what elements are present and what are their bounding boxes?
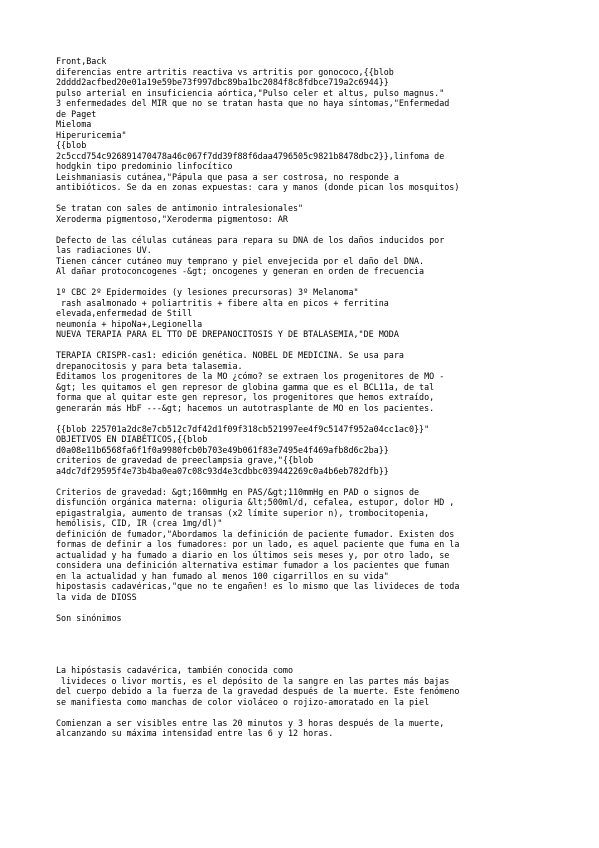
text-line: Son sinónimos bbox=[56, 612, 122, 623]
text-line bbox=[56, 623, 546, 634]
text-line: Front,Back bbox=[56, 56, 107, 66]
text-line: {{blob 225701a2dc8e7cb512c7df42d1f09f318cb521997ee4f9c5147f952a04cc1ac0}}" bbox=[56, 423, 430, 434]
text-line: Criterios de gravedad: &gt;160mmHg en PAS/&gt;110mmHg en PAD o signos de bbox=[56, 486, 420, 497]
text-line: generarán más HbF ---&gt; hacemos un autotrasplante de MO en los pacientes. bbox=[56, 402, 435, 413]
text-line: Comienzan a ser visibles entre las 20 minutos y 3 horas después de la muerte, bbox=[56, 717, 445, 728]
text-line: rash asalmonado + poliartritis + fibere alta en picos + ferritina bbox=[56, 297, 389, 308]
text-line bbox=[56, 413, 546, 424]
text-line: d0a08e11b6568fa6f1f0a9980fcb0b703e49b061f83e7495e4f469afb8d6c2ba}} bbox=[56, 444, 389, 455]
text-line bbox=[56, 655, 546, 666]
text-line: hodgkin tipo predominio linfocítico bbox=[56, 161, 233, 171]
text-line: diferencias entre artritis reactiva vs artritis por gonococo,{{blob bbox=[56, 66, 394, 77]
text-line: alcanzando su máxima intensidad entre las 6 y 12 horas. bbox=[56, 728, 334, 738]
text-line: 2dddd2acfbed20e01a19e59be73f997dbc89ba1bc2084f8c8fdbce719a2c6944}} bbox=[56, 77, 389, 87]
text-line: de Paget bbox=[56, 108, 97, 119]
text-line bbox=[56, 224, 546, 235]
text-line bbox=[56, 193, 546, 204]
text-line bbox=[56, 340, 546, 351]
text-line: 3 enfermedades del MIR que no se tratan hasta que no haya síntomas,"Enfermedad bbox=[56, 98, 450, 108]
text-line: hipostasis cadavéricas,"que no te engañen! es lo mismo que las livideces de toda bbox=[56, 581, 460, 591]
document-body bbox=[56, 56, 546, 739]
text-line: se manifiesta como manchas de color violáceo o rojizo-amoratado en la piel bbox=[56, 696, 430, 707]
text-line: OBJETIVOS EN DIABÉTICOS,{{blob bbox=[56, 434, 208, 444]
text-line: {{blob bbox=[56, 140, 87, 150]
text-line: criterios de gravedad de preeclampsia grave,"{{blob bbox=[56, 455, 314, 465]
text-line bbox=[56, 707, 546, 718]
text-line: epigastralgia, aumento de transas (x2 límite superior n), trombocitopenia, bbox=[56, 507, 430, 518]
text-line: Al dañar protoconcogenes -&gt; oncogenes y generan en orden de frecuencia bbox=[56, 266, 425, 276]
text-line: Leishmaniasis cutánea,"Pápula que pasa a ser costrosa, no responde a bbox=[56, 171, 399, 182]
text-line: Xeroderma pigmentoso,"Xeroderma pigmentoso: AR bbox=[56, 213, 288, 224]
text-line: formas de definir a los fumadores: por un lado, es aquel paciente que fuma en la bbox=[56, 539, 460, 549]
text-line: livideces o livor mortis, es el depósito de la sangre en las partes más bajas bbox=[56, 675, 450, 686]
text-line: elevada,enfermedad de Still bbox=[56, 308, 193, 318]
text-line bbox=[56, 476, 546, 487]
text-line: 1º CBC 2º Epidermoides (y lesiones precursoras) 3º Melanoma" bbox=[56, 287, 359, 297]
text-line: TERAPIA CRISPR-cas1: edición genética. NOBEL DE MEDICINA. Se usa para bbox=[56, 350, 404, 360]
text-line: Hiperuricemia" bbox=[56, 129, 127, 140]
text-line bbox=[56, 644, 546, 655]
text-line: Mieloma bbox=[56, 119, 92, 129]
text-line: a4dc7df29595f4e73b4ba0ea07c08c93d4e3cdbbc039442269c0a4b6eb782dfb}} bbox=[56, 465, 389, 476]
text-line: considera una definición alternativa estimar fumador a los pacientes que fuman bbox=[56, 560, 450, 570]
text-line: Defecto de las células cutáneas para repara su DNA de los daños inducidos por bbox=[56, 234, 445, 245]
text-line: forma que al quitar este gen represor, los progenitores que hemos extraído, bbox=[56, 392, 435, 402]
text-line: pulso arterial en insuficiencia aórtica,"Pulso celer et altus, pulso magnus." bbox=[56, 87, 445, 98]
text-line: actualidad y ha fumado a diario en los últimos seis meses y, por otro lado, se bbox=[56, 549, 450, 560]
text-line bbox=[56, 602, 546, 613]
text-line: La hipóstasis cadavérica, también conocida como bbox=[56, 665, 293, 675]
text-line: antibióticos. Se da en zonas expuestas: cara y manos (donde pican los mosquitos) bbox=[56, 182, 460, 192]
text-line: definición de fumador,"Abordamos la definición de paciente fumador. Existen dos bbox=[56, 528, 455, 539]
text-line: las radiaciones UV. bbox=[56, 245, 152, 255]
text-line: Tienen cáncer cutáneo muy temprano y piel envejecida por el daño del DNA. bbox=[56, 255, 425, 266]
text-line: Editamos los progenitores de la MO ¿cómo? se extraen los progenitores de MO - bbox=[56, 371, 445, 381]
text-line: NUEVA TERAPIA PARA EL TTO DE DREPANOCITOSIS Y DE BTALASEMIA,"DE MODA bbox=[56, 329, 399, 339]
text-line: hemólisis, CID, IR (crea 1mg/dl)" bbox=[56, 518, 223, 528]
text-line: &gt; les quitamos el gen represor de globina gamma que es el BCL11a, de tal bbox=[56, 381, 435, 392]
text-line: 2c5ccd754c926891470478a46c067f7dd39f88f6daa4796505c9821b8478dbc2}},linfoma de bbox=[56, 150, 445, 161]
text-line: Se tratan con sales de antimonio intralesionales" bbox=[56, 203, 304, 213]
text-line: en la actualidad y han fumado al menos 100 cigarrillos en su vida" bbox=[56, 570, 389, 581]
text-line: neumonía + hipoNa+,Legionella bbox=[56, 318, 203, 329]
text-line: del cuerpo debido a la fuerza de la gravedad después de la muerte. Este fenómeno bbox=[56, 686, 460, 696]
text-line: drepanocitosis y para beta talasemia. bbox=[56, 360, 243, 371]
text-line: la vida de DIOSS bbox=[56, 591, 137, 602]
text-line bbox=[56, 634, 546, 645]
text-line: disfunción orgánica materna: oliguria &lt;500ml/d, cefalea, estupor, dolor HD , bbox=[56, 497, 455, 507]
text-line bbox=[56, 277, 546, 288]
